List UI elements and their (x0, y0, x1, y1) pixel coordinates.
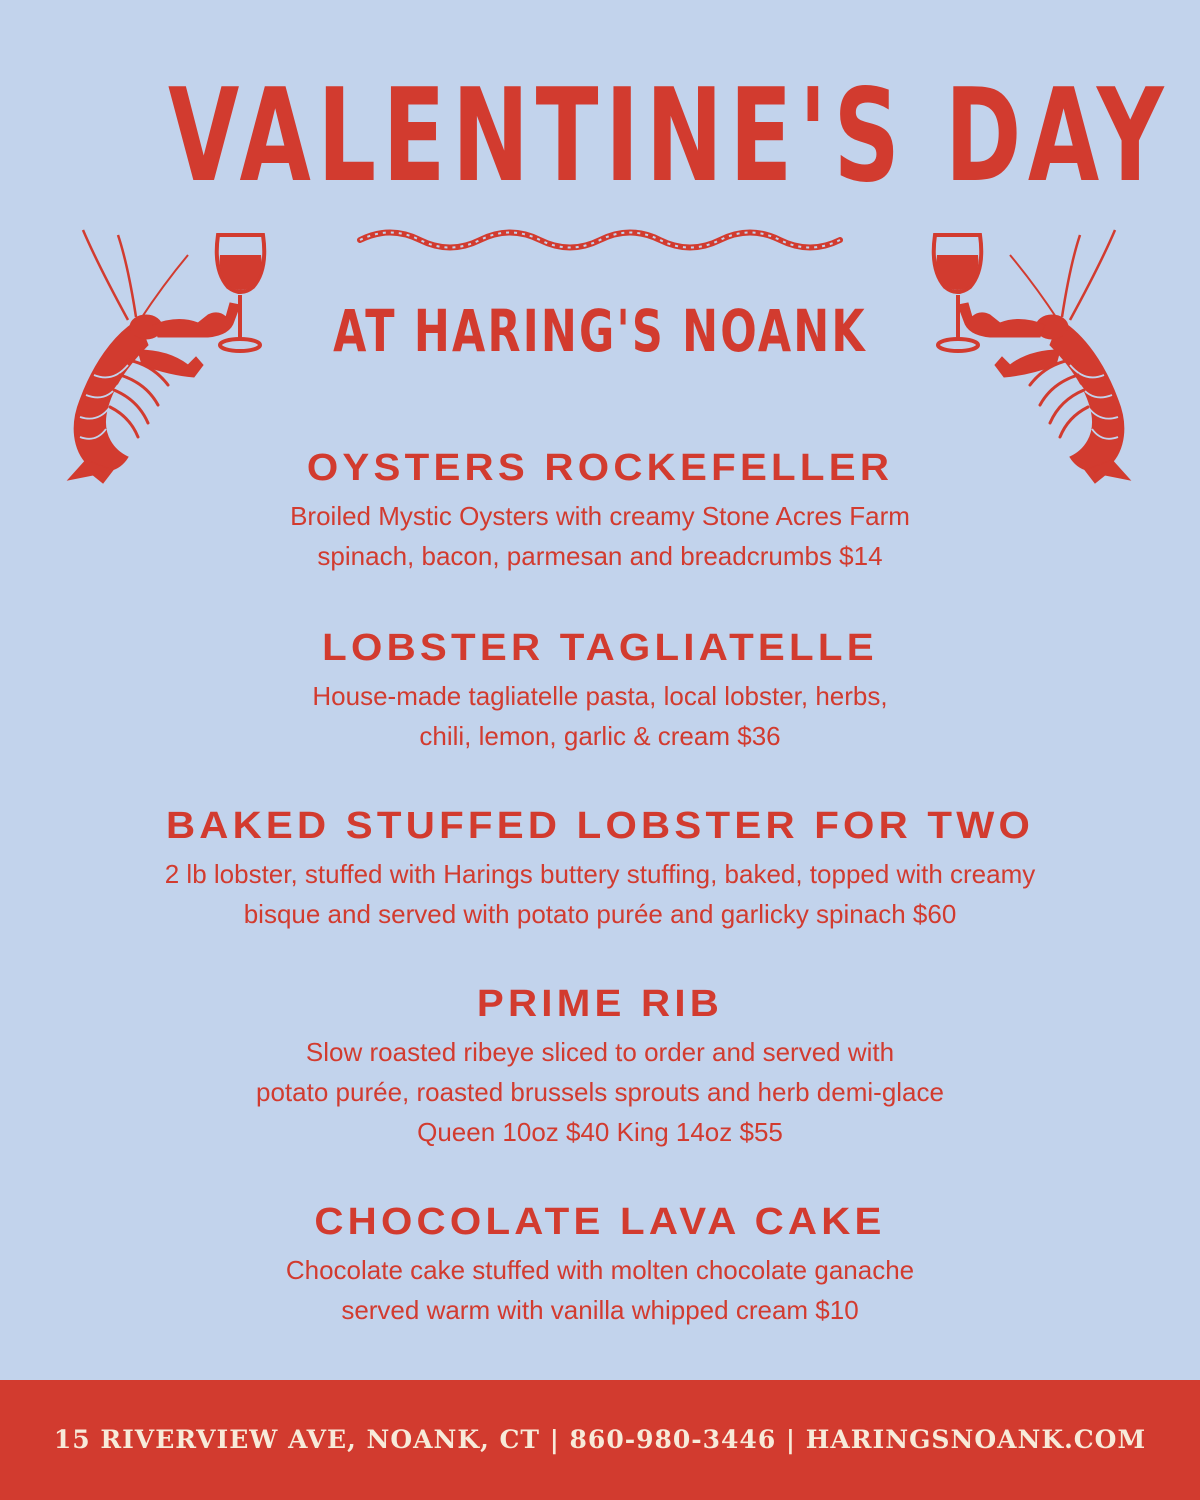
menu-item-name: OYSTERS ROCKEFELLER (306, 447, 894, 489)
menu-item-description: chili, lemon, garlic & cream $36 (419, 721, 781, 751)
menu-item (0, 440, 1200, 576)
menu-item-name: PRIME RIB (476, 983, 724, 1025)
menu-item-name: BAKED STUFFED LOBSTER FOR TWO (165, 805, 1035, 847)
menu-item-name: CHOCOLATE LAVA CAKE (314, 1201, 886, 1243)
menu-item-price: Queen 10oz $40 King 14oz $55 (417, 1117, 783, 1147)
menu-item (0, 798, 1200, 934)
menu-item (0, 976, 1200, 1152)
menu-item-description: potato purée, roasted brussels sprouts and herb demi-glace (256, 1077, 944, 1107)
footer-bar (0, 1380, 1200, 1500)
menu-item-description: Broiled Mystic Oysters with creamy Stone Acres Farm (290, 501, 910, 531)
menu-item-description: Slow roasted ribeye sliced to order and served with (305, 1037, 895, 1067)
menu-item-name: LOBSTER TAGLIATELLE (322, 627, 878, 669)
menu-item-description: spinach, bacon, parmesan and breadcrumbs $14 (317, 541, 883, 571)
menu-item (0, 620, 1200, 756)
page-title: VALENTINE'S DAY (167, 62, 1171, 211)
menu-item-description: bisque and served with potato purée and garlicky spinach $60 (243, 899, 957, 929)
menu-item (0, 1194, 1200, 1330)
menu-item-description: served warm with vanilla whipped cream $10 (341, 1295, 859, 1325)
page-subtitle: AT HARING'S NOANK (333, 297, 867, 365)
menu-item-description: Chocolate cake stuffed with molten chocolate ganache (285, 1255, 915, 1285)
menu-item-description: 2 lb lobster, stuffed with Harings buttery stuffing, baked, topped with creamy (164, 859, 1036, 889)
rope-wave-icon (355, 220, 845, 260)
menu-item-description: House-made tagliatelle pasta, local lobster, herbs, (312, 681, 888, 711)
footer-contact: 15 RIVERVIEW AVE, NOANK, CT | 860-980-3446 | HARINGSNOANK.COM (53, 1425, 1147, 1454)
